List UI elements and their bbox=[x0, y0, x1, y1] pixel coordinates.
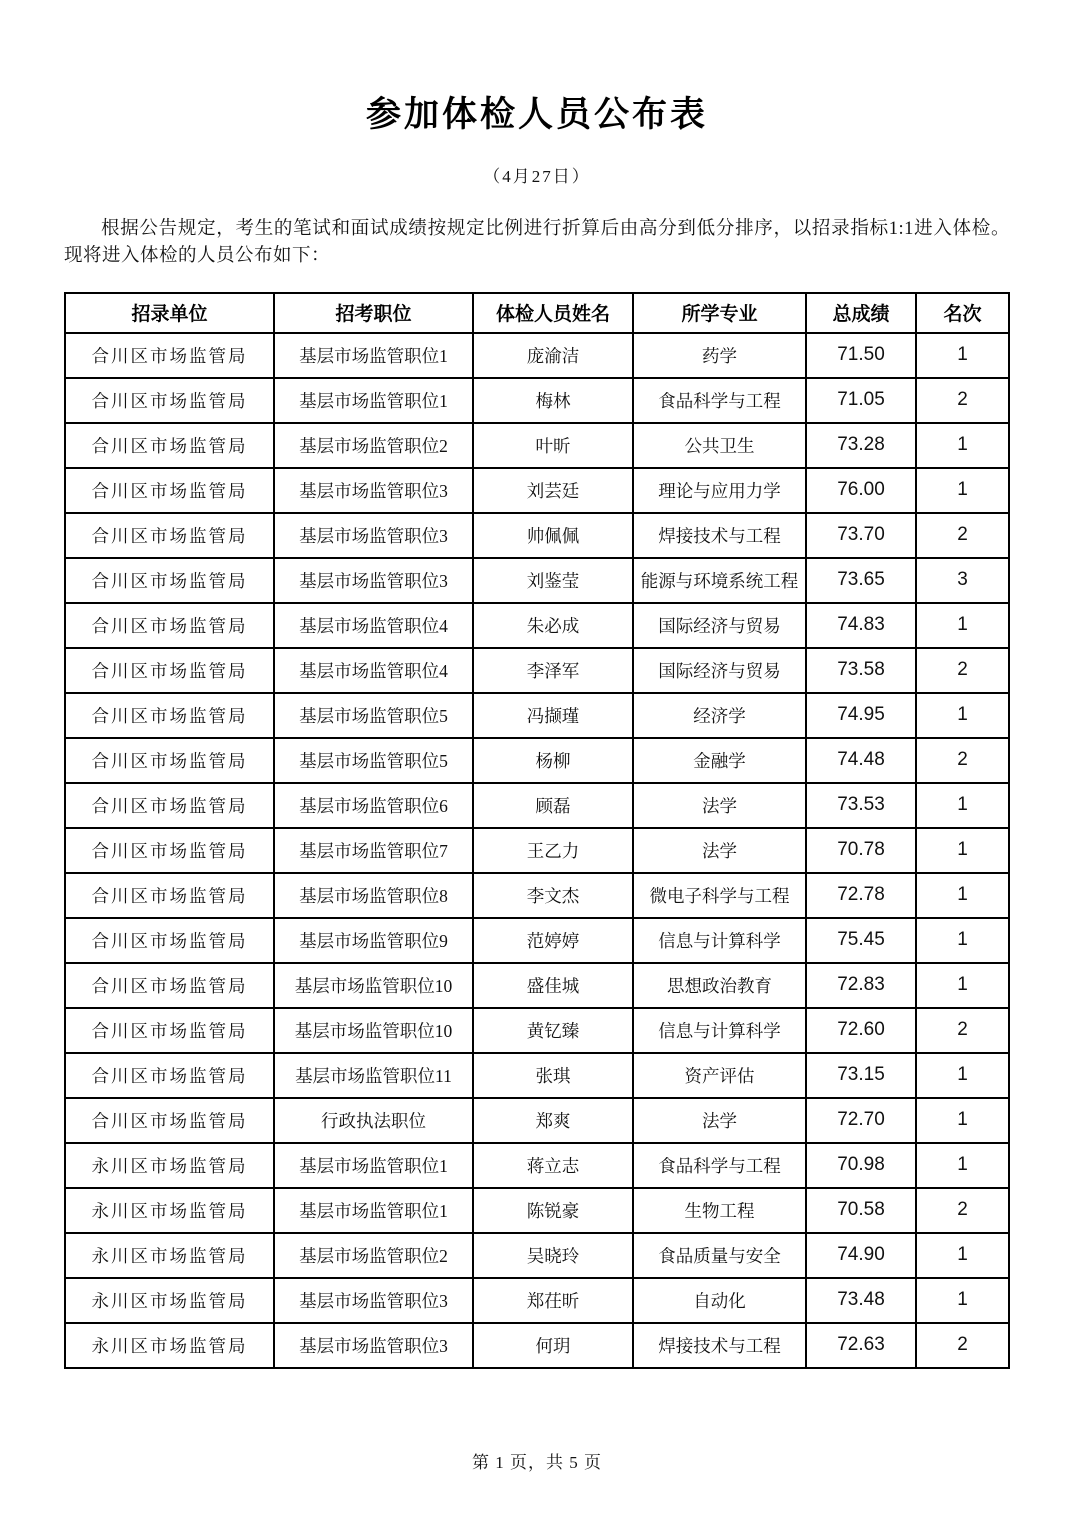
table-cell: 国际经济与贸易 bbox=[633, 648, 806, 693]
table-cell: 基层市场监管职位4 bbox=[274, 648, 473, 693]
table-cell: 1 bbox=[916, 1233, 1009, 1278]
table-cell: 国际经济与贸易 bbox=[633, 603, 806, 648]
table-cell: 合川区市场监管局 bbox=[65, 378, 274, 423]
table-cell: 王乙力 bbox=[473, 828, 633, 873]
table-body bbox=[65, 333, 1009, 1368]
table-row bbox=[65, 603, 1009, 648]
table-cell: 永川区市场监管局 bbox=[65, 1323, 274, 1368]
table-header bbox=[65, 293, 1009, 333]
table-cell: 合川区市场监管局 bbox=[65, 603, 274, 648]
table-cell: 1 bbox=[916, 1098, 1009, 1143]
table-row bbox=[65, 1323, 1009, 1368]
table-cell: 2 bbox=[916, 1188, 1009, 1233]
table-cell: 食品科学与工程 bbox=[633, 1143, 806, 1188]
table-cell: 永川区市场监管局 bbox=[65, 1188, 274, 1233]
table-cell: 食品科学与工程 bbox=[633, 378, 806, 423]
table-cell: 合川区市场监管局 bbox=[65, 333, 274, 378]
table-cell: 1 bbox=[916, 693, 1009, 738]
table-cell: 刘鉴莹 bbox=[473, 558, 633, 603]
table-cell: 1 bbox=[916, 423, 1009, 468]
table-cell: 基层市场监管职位2 bbox=[274, 1233, 473, 1278]
table-cell: 合川区市场监管局 bbox=[65, 873, 274, 918]
table-cell: 信息与计算科学 bbox=[633, 918, 806, 963]
table-cell: 基层市场监管职位9 bbox=[274, 918, 473, 963]
table-cell: 1 bbox=[916, 603, 1009, 648]
table-cell: 合川区市场监管局 bbox=[65, 828, 274, 873]
table-cell: 合川区市场监管局 bbox=[65, 783, 274, 828]
table-cell: 基层市场监管职位5 bbox=[274, 738, 473, 783]
header-rank: 名次 bbox=[916, 293, 1009, 333]
table-cell: 基层市场监管职位10 bbox=[274, 963, 473, 1008]
table-cell: 2 bbox=[916, 738, 1009, 783]
table-cell: 基层市场监管职位3 bbox=[274, 1323, 473, 1368]
table-row bbox=[65, 1143, 1009, 1188]
table-cell: 冯撷瑾 bbox=[473, 693, 633, 738]
table-cell: 1 bbox=[916, 1053, 1009, 1098]
table-cell: 1 bbox=[916, 918, 1009, 963]
table-cell: 72.78 bbox=[806, 873, 916, 918]
table-cell: 合川区市场监管局 bbox=[65, 963, 274, 1008]
table-row bbox=[65, 1233, 1009, 1278]
table-row bbox=[65, 468, 1009, 513]
table-cell: 73.70 bbox=[806, 513, 916, 558]
page-footer: 第 1 页，共 5 页 bbox=[472, 1453, 602, 1472]
table-cell: 基层市场监管职位3 bbox=[274, 558, 473, 603]
table-cell: 合川区市场监管局 bbox=[65, 1053, 274, 1098]
table-row bbox=[65, 333, 1009, 378]
table-cell: 合川区市场监管局 bbox=[65, 693, 274, 738]
table-cell: 71.05 bbox=[806, 378, 916, 423]
table-cell: 食品质量与安全 bbox=[633, 1233, 806, 1278]
intro-paragraph: 根据公告规定，考生的笔试和面试成绩按规定比例进行折算后由高分到低分排序，以招录指标1:1进入体检。现将进入体检的人员公布如下： bbox=[64, 218, 1010, 266]
table-cell: 永川区市场监管局 bbox=[65, 1143, 274, 1188]
table-cell: 3 bbox=[916, 558, 1009, 603]
table-cell: 2 bbox=[916, 1323, 1009, 1368]
table-header-row bbox=[65, 293, 1009, 333]
table-cell: 1 bbox=[916, 963, 1009, 1008]
table-cell: 顾磊 bbox=[473, 783, 633, 828]
table-cell: 生物工程 bbox=[633, 1188, 806, 1233]
table-row bbox=[65, 1098, 1009, 1143]
table-cell: 合川区市场监管局 bbox=[65, 468, 274, 513]
header-candidate-name: 体检人员姓名 bbox=[473, 293, 633, 333]
table-row bbox=[65, 918, 1009, 963]
medical-exam-roster-table bbox=[64, 292, 1010, 1369]
table-cell: 思想政治教育 bbox=[633, 963, 806, 1008]
table-cell: 基层市场监管职位10 bbox=[274, 1008, 473, 1053]
table-cell: 2 bbox=[916, 378, 1009, 423]
table-row bbox=[65, 423, 1009, 468]
table-cell: 永川区市场监管局 bbox=[65, 1278, 274, 1323]
table-cell: 梅林 bbox=[473, 378, 633, 423]
table-cell: 郑茌昕 bbox=[473, 1278, 633, 1323]
table-cell: 经济学 bbox=[633, 693, 806, 738]
table-cell: 70.78 bbox=[806, 828, 916, 873]
table-cell: 1 bbox=[916, 333, 1009, 378]
table-cell: 70.58 bbox=[806, 1188, 916, 1233]
table-cell: 74.83 bbox=[806, 603, 916, 648]
table-cell: 范婷婷 bbox=[473, 918, 633, 963]
table-cell: 盛佳城 bbox=[473, 963, 633, 1008]
table-cell: 73.28 bbox=[806, 423, 916, 468]
table-cell: 药学 bbox=[633, 333, 806, 378]
table-cell: 朱必成 bbox=[473, 603, 633, 648]
table-cell: 法学 bbox=[633, 783, 806, 828]
table-cell: 73.58 bbox=[806, 648, 916, 693]
table-cell: 何玥 bbox=[473, 1323, 633, 1368]
table-row bbox=[65, 558, 1009, 603]
page-title: 参加体检人员公布表 bbox=[365, 95, 708, 134]
table-cell: 基层市场监管职位4 bbox=[274, 603, 473, 648]
table-cell: 1 bbox=[916, 1278, 1009, 1323]
table-cell: 蒋立志 bbox=[473, 1143, 633, 1188]
table-cell: 75.45 bbox=[806, 918, 916, 963]
table-cell: 金融学 bbox=[633, 738, 806, 783]
table-cell: 郑爽 bbox=[473, 1098, 633, 1143]
table-cell: 合川区市场监管局 bbox=[65, 1098, 274, 1143]
table-cell: 微电子科学与工程 bbox=[633, 873, 806, 918]
table-cell: 72.63 bbox=[806, 1323, 916, 1368]
table-cell: 1 bbox=[916, 468, 1009, 513]
table-cell: 能源与环境系统工程 bbox=[633, 558, 806, 603]
table-cell: 2 bbox=[916, 513, 1009, 558]
table-cell: 1 bbox=[916, 1143, 1009, 1188]
table-cell: 合川区市场监管局 bbox=[65, 423, 274, 468]
table-row bbox=[65, 1008, 1009, 1053]
table-cell: 叶昕 bbox=[473, 423, 633, 468]
table-cell: 72.60 bbox=[806, 1008, 916, 1053]
header-position: 招考职位 bbox=[274, 293, 473, 333]
table-cell: 合川区市场监管局 bbox=[65, 918, 274, 963]
table-cell: 吴晓玲 bbox=[473, 1233, 633, 1278]
table-row bbox=[65, 648, 1009, 693]
table-cell: 72.70 bbox=[806, 1098, 916, 1143]
table-cell: 基层市场监管职位1 bbox=[274, 1143, 473, 1188]
table-cell: 基层市场监管职位3 bbox=[274, 513, 473, 558]
table-cell: 基层市场监管职位3 bbox=[274, 468, 473, 513]
table-row bbox=[65, 693, 1009, 738]
date-line: （4月27日） bbox=[483, 166, 591, 186]
table-cell: 2 bbox=[916, 648, 1009, 693]
table-row bbox=[65, 1188, 1009, 1233]
table-cell: 刘芸廷 bbox=[473, 468, 633, 513]
table-cell: 73.48 bbox=[806, 1278, 916, 1323]
table-cell: 焊接技术与工程 bbox=[633, 1323, 806, 1368]
table-cell: 1 bbox=[916, 873, 1009, 918]
table-cell: 庞渝洁 bbox=[473, 333, 633, 378]
table-cell: 基层市场监管职位8 bbox=[274, 873, 473, 918]
table-cell: 基层市场监管职位1 bbox=[274, 1188, 473, 1233]
table-cell: 合川区市场监管局 bbox=[65, 738, 274, 783]
table-cell: 焊接技术与工程 bbox=[633, 513, 806, 558]
table-cell: 2 bbox=[916, 1008, 1009, 1053]
table-cell: 73.53 bbox=[806, 783, 916, 828]
table-cell: 74.90 bbox=[806, 1233, 916, 1278]
table-cell: 法学 bbox=[633, 1098, 806, 1143]
table-cell: 行政执法职位 bbox=[274, 1098, 473, 1143]
table-row bbox=[65, 828, 1009, 873]
table-cell: 帅佩佩 bbox=[473, 513, 633, 558]
table-row bbox=[65, 873, 1009, 918]
table-row bbox=[65, 1278, 1009, 1323]
table-cell: 74.95 bbox=[806, 693, 916, 738]
table-cell: 基层市场监管职位6 bbox=[274, 783, 473, 828]
table-cell: 70.98 bbox=[806, 1143, 916, 1188]
table-cell: 黄钇臻 bbox=[473, 1008, 633, 1053]
table-row bbox=[65, 738, 1009, 783]
table-cell: 张琪 bbox=[473, 1053, 633, 1098]
table-cell: 杨柳 bbox=[473, 738, 633, 783]
table-row bbox=[65, 963, 1009, 1008]
header-recruiting-unit: 招录单位 bbox=[65, 293, 274, 333]
table-cell: 公共卫生 bbox=[633, 423, 806, 468]
table-cell: 基层市场监管职位7 bbox=[274, 828, 473, 873]
table-cell: 73.65 bbox=[806, 558, 916, 603]
table-row bbox=[65, 783, 1009, 828]
table-cell: 合川区市场监管局 bbox=[65, 648, 274, 693]
table-cell: 李文杰 bbox=[473, 873, 633, 918]
header-total-score: 总成绩 bbox=[806, 293, 916, 333]
table-cell: 73.15 bbox=[806, 1053, 916, 1098]
table-row bbox=[65, 378, 1009, 423]
table-cell: 信息与计算科学 bbox=[633, 1008, 806, 1053]
table-cell: 基层市场监管职位11 bbox=[274, 1053, 473, 1098]
table-row bbox=[65, 1053, 1009, 1098]
table-row bbox=[65, 513, 1009, 558]
table-cell: 基层市场监管职位5 bbox=[274, 693, 473, 738]
table-cell: 基层市场监管职位1 bbox=[274, 378, 473, 423]
table-cell: 基层市场监管职位1 bbox=[274, 333, 473, 378]
table-cell: 理论与应用力学 bbox=[633, 468, 806, 513]
table-cell: 合川区市场监管局 bbox=[65, 513, 274, 558]
table-cell: 基层市场监管职位2 bbox=[274, 423, 473, 468]
table-cell: 自动化 bbox=[633, 1278, 806, 1323]
table-cell: 72.83 bbox=[806, 963, 916, 1008]
table-cell: 71.50 bbox=[806, 333, 916, 378]
table-cell: 资产评估 bbox=[633, 1053, 806, 1098]
table-cell: 基层市场监管职位3 bbox=[274, 1278, 473, 1323]
header-major: 所学专业 bbox=[633, 293, 806, 333]
table-cell: 合川区市场监管局 bbox=[65, 558, 274, 603]
table-cell: 李泽军 bbox=[473, 648, 633, 693]
table-cell: 法学 bbox=[633, 828, 806, 873]
table-cell: 1 bbox=[916, 783, 1009, 828]
table-cell: 永川区市场监管局 bbox=[65, 1233, 274, 1278]
table-cell: 合川区市场监管局 bbox=[65, 1008, 274, 1053]
table-cell: 1 bbox=[916, 828, 1009, 873]
table-cell: 74.48 bbox=[806, 738, 916, 783]
table-cell: 76.00 bbox=[806, 468, 916, 513]
table-cell: 陈锐豪 bbox=[473, 1188, 633, 1233]
